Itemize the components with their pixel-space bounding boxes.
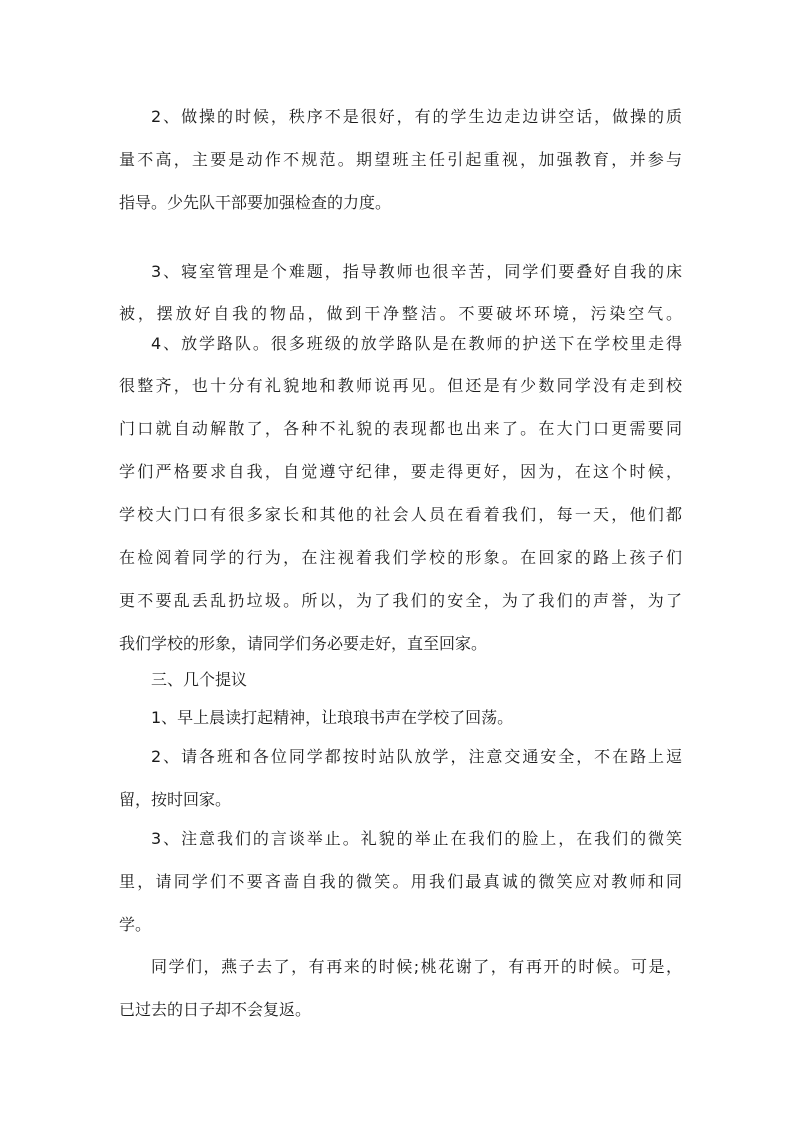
paragraph-4-line-6: 在检阅着同学的行为，在注视着我们学校的形象。在回家的路上孩子们 <box>119 548 682 567</box>
paragraph-3-line-2: 被，摆放好自我的物品，做到干净整洁。不要破坏环境，污染空气。 <box>119 304 682 323</box>
paragraph-2-line-1: 2、做操的时候，秩序不是很好，有的学生边走边讲空话，做操的质 <box>151 107 682 126</box>
suggestion-3-line-2: 里，请同学们不要吝啬自我的微笑。用我们最真诚的微笑应对教师和同 <box>119 872 682 891</box>
suggestion-2-line-1: 2、请各班和各位同学都按时站队放学，注意交通安全，不在路上逗 <box>151 747 682 766</box>
paragraph-4-line-2: 很整齐，也十分有礼貌地和教师说再见。但还是有少数同学没有走到校 <box>119 376 682 395</box>
suggestion-1: 1、早上晨读打起精神，让琅琅书声在学校了回荡。 <box>151 708 514 727</box>
paragraph-2-line-2: 量不高，主要是动作不规范。期望班主任引起重视，加强教育，并参与 <box>119 150 682 169</box>
suggestion-3-line-3: 学。 <box>119 915 152 934</box>
paragraph-3-line-1: 3、寝室管理是个难题，指导教师也很辛苦，同学们要叠好自我的床 <box>151 262 682 281</box>
paragraph-4-line-8: 我们学校的形象，请同学们务必要走好，直至回家。 <box>119 634 488 653</box>
paragraph-4-line-7: 更不要乱丢乱扔垃圾。所以，为了我们的安全，为了我们的声誉，为了 <box>119 591 682 610</box>
suggestion-2-line-2: 留，按时回家。 <box>119 790 232 809</box>
paragraph-4-line-1: 4、放学路队。很多班级的放学路队是在教师的护送下在学校里走得 <box>151 334 682 353</box>
closing-line-2: 已过去的日子却不会复返。 <box>119 1000 312 1019</box>
paragraph-4-line-5: 学校大门口有很多家长和其他的社会人员在看着我们，每一天，他们都 <box>119 505 682 524</box>
paragraph-2-line-3: 指导。少先队干部要加强检查的力度。 <box>119 193 392 212</box>
paragraph-4-line-3: 门口就自动解散了，各种不礼貌的表现都也出来了。在大门口更需要同 <box>119 419 682 438</box>
paragraph-4-line-4: 学们严格要求自我，自觉遵守纪律，要走得更好，因为，在这个时候， <box>119 462 682 481</box>
section-heading: 三、几个提议 <box>151 670 248 689</box>
closing-line-1: 同学们，燕子去了，有再来的时候;桃花谢了，有再开的时候。可是， <box>151 957 682 976</box>
suggestion-3-line-1: 3、注意我们的言谈举止。礼貌的举止在我们的脸上，在我们的微笑 <box>151 829 682 848</box>
